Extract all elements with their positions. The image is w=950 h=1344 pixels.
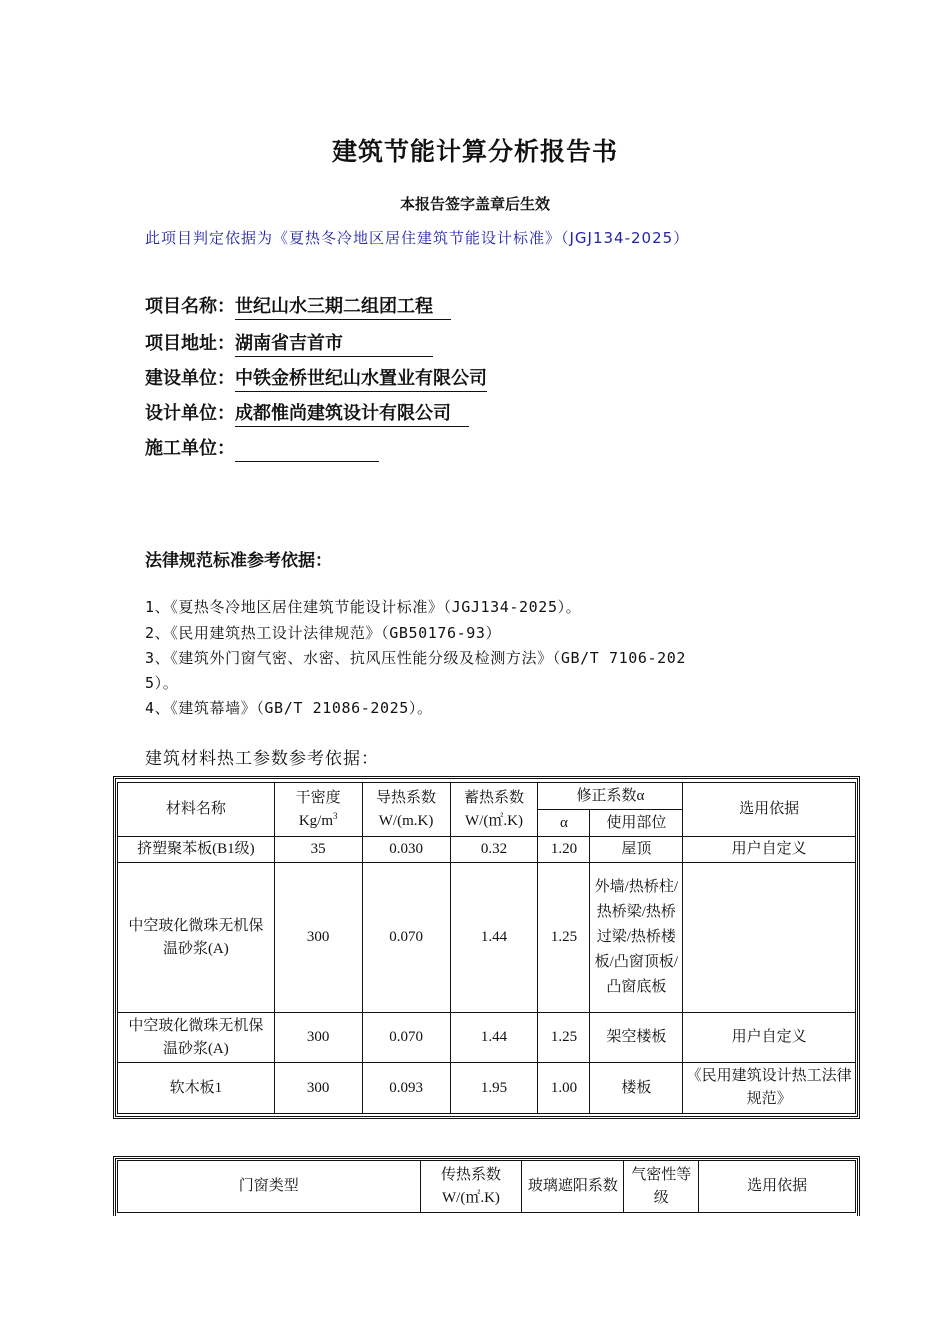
cell-density: 300 [274,863,362,1013]
cell-usage: 架空楼板 [590,1013,683,1063]
project-name-value: 世纪山水三期二组团工程 [235,292,451,320]
cell-usage: 屋顶 [590,837,683,863]
header-material-name: 材料名称 [118,783,275,837]
cell-usage: 楼板 [590,1063,683,1114]
table-row [118,863,856,1013]
document-title: 建筑节能计算分析报告书 [331,137,618,166]
builder-row [145,364,487,392]
project-name-row [145,292,451,320]
project-address-row [145,329,433,357]
cell-basis: 《民用建筑设计热工法律规范》 [683,1063,856,1114]
cell-conductivity: 0.030 [362,837,450,863]
cell-conductivity: 0.093 [362,1063,450,1114]
cell-alpha: 1.20 [538,837,590,863]
cell-storage: 1.95 [450,1063,538,1114]
cell-conductivity: 0.070 [362,1013,450,1063]
cell-alpha: 1.00 [538,1063,590,1114]
table-header-row [118,1161,856,1213]
header-basis: 选用依据 [699,1161,856,1213]
cell-storage: 1.44 [450,863,538,1013]
project-name-label: 项目名称： [145,296,235,317]
cell-name: 中空玻化微珠无机保温砂浆(A) [118,1013,275,1063]
designer-label: 设计单位： [145,403,235,424]
materials-table-title: 建筑材料热工参数参考依据： [145,749,379,769]
header-density: 干密度 $Kg/m^3$ [274,783,362,837]
builder-value: 中铁金桥世纪山水置业有限公司 [235,364,487,392]
header-alpha: α [538,810,590,837]
cell-usage: 外墙/热桥柱/热桥梁/热桥过梁/热桥楼板/凸窗顶板/凸窗底板 [590,863,683,1013]
designer-row [145,399,469,427]
document-subtitle: 本报告签字盖章后生效 [399,195,550,213]
table-row [118,1013,856,1063]
cell-storage: 0.32 [450,837,538,863]
cell-density: 300 [274,1013,362,1063]
header-u-value: 传热系数 W/(㎡.K) [420,1161,522,1213]
cell-density: 35 [274,837,362,863]
reference-item: 1、《夏热冬冷地区居住建筑节能设计标准》（JGJ134-2025）。 [145,598,582,616]
constructor-row [145,434,379,462]
window-table [117,1160,856,1213]
legal-references-title: 法律规范标准参考依据： [145,551,332,571]
judgment-basis: 此项目判定依据为《夏热冬冷地区居住建筑节能设计标准》（JGJ134-2025） [145,229,690,247]
cell-basis: 用户自定义 [683,837,856,863]
cell-name: 中空玻化微珠无机保温砂浆(A) [118,863,275,1013]
reference-item: 2、《民用建筑热工设计法律规范》（GB50176-93） [145,624,502,642]
header-heat-storage: 蓄热系数 W/(㎡.K) [450,783,538,837]
header-usage: 使用部位 [590,810,683,837]
header-basis: 选用依据 [683,783,856,837]
project-address-value: 湖南省吉首市 [235,329,433,357]
header-shading-coefficient: 玻璃遮阳系数 [522,1161,624,1213]
constructor-value [235,434,379,462]
builder-label: 建设单位： [145,368,235,389]
cell-density: 300 [274,1063,362,1114]
cell-basis: 用户自定义 [683,1013,856,1063]
reference-item: 5）。 [145,674,179,692]
header-window-type: 门窗类型 [118,1161,421,1213]
table-header-row [118,783,856,810]
materials-table [117,782,856,1114]
cell-alpha: 1.25 [538,1013,590,1063]
table-row [118,837,856,863]
reference-item: 4、《建筑幕墙》（GB/T 21086-2025）。 [145,699,433,717]
header-correction: 修正系数α [538,783,683,810]
cell-name: 挤塑聚苯板(B1级) [118,837,275,863]
table-row [118,1063,856,1114]
cell-basis [683,863,856,1013]
cell-conductivity: 0.070 [362,863,450,1013]
cell-name: 软木板1 [118,1063,275,1114]
cell-alpha: 1.25 [538,863,590,1013]
reference-item: 3、《建筑外门窗气密、水密、抗风压性能分级及检测方法》（GB/T 7106-202 [145,649,687,667]
header-airtightness: 气密性等级 [624,1161,699,1213]
header-conductivity: 导热系数 W/(m.K) [362,783,450,837]
constructor-label: 施工单位： [145,438,235,459]
project-address-label: 项目地址： [145,333,235,354]
designer-value: 成都惟尚建筑设计有限公司 [235,399,469,427]
cell-storage: 1.44 [450,1013,538,1063]
